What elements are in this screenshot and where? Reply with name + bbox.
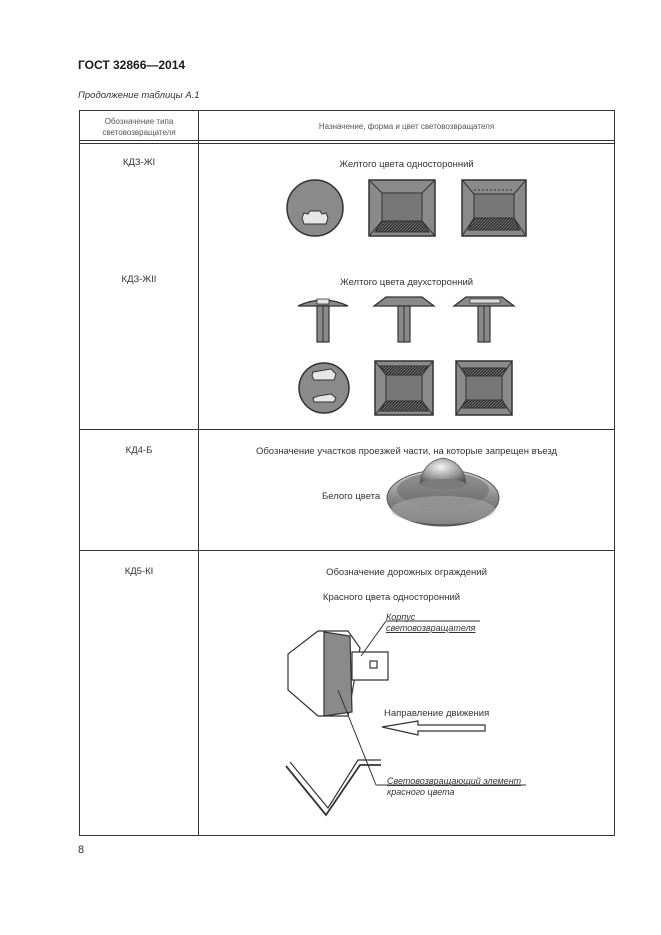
rect-marker-single bbox=[462, 180, 526, 236]
round-marker-single bbox=[287, 180, 343, 236]
row-code-kd4-b: КД4-Б bbox=[125, 445, 153, 456]
dome-marker-photo bbox=[387, 458, 499, 526]
annotation-element-line2: красного цвета bbox=[387, 787, 455, 797]
row-code-kd3-zh2: КДЗ-ЖII bbox=[121, 274, 157, 285]
page-number: 8 bbox=[78, 844, 85, 856]
table-grid bbox=[80, 111, 615, 836]
side-view-1 bbox=[298, 299, 348, 342]
caption-red-single: Красного цвета односторонний bbox=[322, 592, 461, 603]
square-marker-single bbox=[369, 180, 435, 236]
annotation-direction: Направление движения bbox=[384, 708, 490, 719]
annotation-element bbox=[387, 776, 521, 798]
annotation-body bbox=[386, 612, 475, 634]
column-header-code: Обозначение типа световозвращателя bbox=[102, 117, 176, 137]
caption-double-yellow: Желтого цвета двухсторонний bbox=[339, 277, 474, 288]
annotation-body-line2: световозвращателя bbox=[386, 623, 476, 633]
annotation-element-line1: Световозвращающий элемент bbox=[387, 776, 522, 786]
caption-no-entry-zones: Обозначение участков проезжей части, на которые запрещен въезд bbox=[255, 446, 558, 457]
rect-marker-double bbox=[456, 361, 512, 415]
caption-single-yellow: Желтого цвета односторонний bbox=[339, 159, 474, 170]
label-white-color: Белого цвета bbox=[322, 491, 381, 502]
round-marker-double bbox=[299, 363, 349, 413]
table-continuation-caption: Продолжение таблицы А.1 bbox=[78, 90, 200, 101]
side-view-3 bbox=[454, 297, 514, 342]
column-header-description: Назначение, форма и цвет световозвращателя bbox=[318, 122, 495, 131]
standard-title: ГОСТ 32866—2014 bbox=[78, 58, 186, 72]
square-marker-double bbox=[375, 361, 433, 415]
row-code-kd3-zh1: КДЗ-ЖI bbox=[122, 157, 156, 168]
caption-guardrail: Обозначение дорожных ограждений bbox=[326, 567, 487, 578]
row-code-kd5-k1: КД5-КI bbox=[124, 566, 154, 577]
annotation-body-line1: Корпус bbox=[386, 612, 416, 622]
side-view-2 bbox=[374, 297, 434, 342]
